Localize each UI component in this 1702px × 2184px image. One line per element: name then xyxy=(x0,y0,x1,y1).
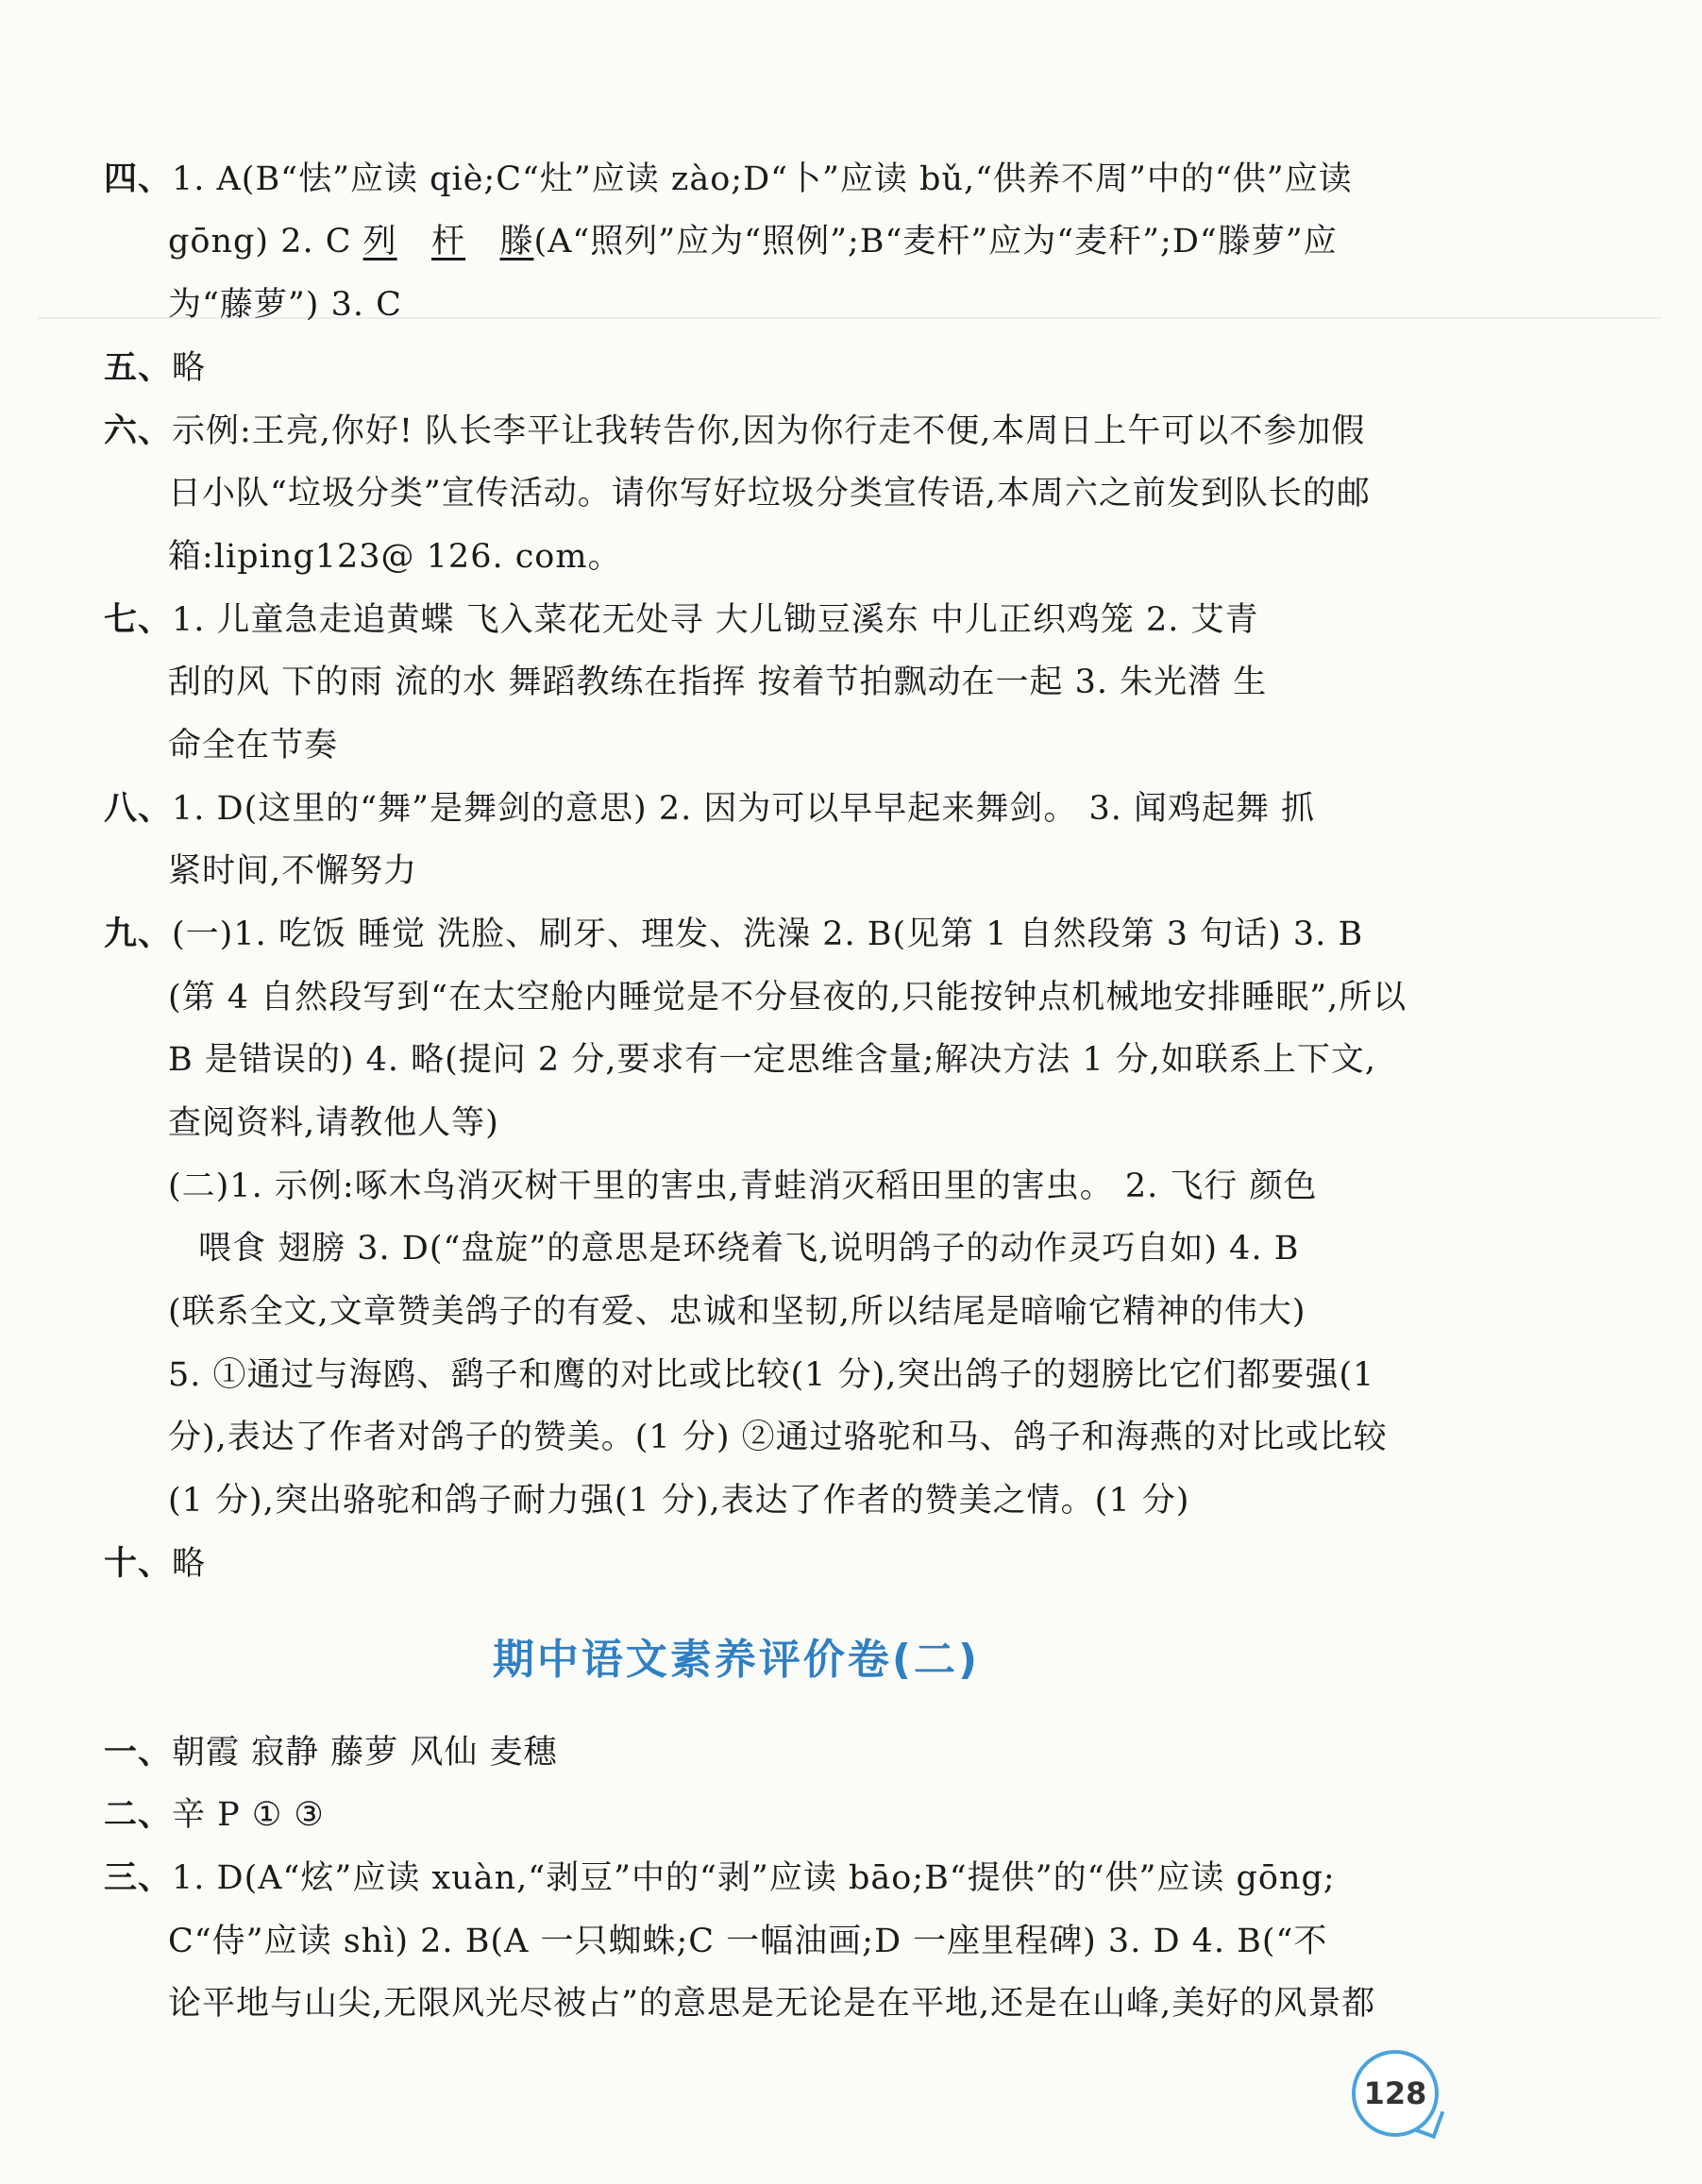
answer-line: 箱:liping123@ 126. com。 xyxy=(168,538,622,576)
answer-line: gōng) 2. C 列 杆 滕(A“照列”应为“照例”;B“麦杆”应为“麦秆”;D“滕萝”应 xyxy=(168,223,1338,260)
question-number: 三、 xyxy=(104,1858,173,1897)
answer-line: 六、示例:王亮,你好! 队长李平让我转告你,因为你行走不便,本周日上午可以不参加假 xyxy=(104,412,1366,450)
question-number: 一、 xyxy=(104,1733,173,1772)
question-number: 六、 xyxy=(104,412,173,450)
answer-line: 四、1. A(B“怯”应读 qiè;C“灶”应读 zào;D“卜”应读 bǔ,“供养不周”中的“供”应读 xyxy=(104,160,1353,198)
question-number: 五、 xyxy=(104,348,173,387)
answer-line: 喂食 翅膀 3. D(“盘旋”的意思是环绕着飞,说明鸽子的动作灵巧自如) 4. B xyxy=(198,1230,1300,1268)
answer-line: 七、1. 儿童急走追黄蝶 飞入菜花无处寻 大儿锄豆溪东 中儿正织鸡笼 2. 艾青 xyxy=(104,600,1259,639)
answer-line: 命全在节奏 xyxy=(168,727,339,764)
answer-line: B 是错误的) 4. 略(提问 2 分,要求有一定思维含量;解决方法 1 分,如联系上下文, xyxy=(168,1041,1377,1079)
underlined-word: 滕 xyxy=(499,223,534,260)
answer-line: (第 4 自然段写到“在太空舱内睡觉是不分昼夜的,只能按钟点机械地安排睡眠”,所以 xyxy=(168,979,1407,1016)
answer-line: 一、朝霞 寂静 藤萝 风仙 麦穗 xyxy=(104,1733,558,1772)
question-number: 十、 xyxy=(104,1544,173,1583)
answer-line: 刮的风 下的雨 流的水 舞蹈教练在指挥 按着节拍飘动在一起 3. 朱光潜 生 xyxy=(168,664,1268,701)
answer-line: 八、1. D(这里的“舞”是舞剑的意思) 2. 因为可以早早起来舞剑。 3. 闻鸡起舞 抓 xyxy=(104,789,1316,828)
answer-line: 分),表达了作者对鸽子的赞美。(1 分) ②通过骆驼和马、鸽子和海燕的对比或比较 xyxy=(168,1419,1388,1456)
answer-line: 日小队“垃圾分类”宣传活动。请你写好垃圾分类宣传语,本周六之前发到队长的邮 xyxy=(168,475,1371,512)
answer-line: 查阅资料,请教他人等) xyxy=(168,1104,499,1142)
answer-line: 五、略 xyxy=(104,348,207,387)
answer-line: (联系全文,文章赞美鸽子的有爱、忠诚和坚韧,所以结尾是暗喻它精神的伟大) xyxy=(168,1293,1306,1331)
answer-line: 二、辛 P ① ③ xyxy=(104,1795,325,1834)
answer-line: 九、(一)1. 吃饭 睡觉 洗脸、刷牙、理发、洗澡 2. B(见第 1 自然段第 3 句话) 3. B xyxy=(104,915,1364,953)
answer-line: 十、略 xyxy=(104,1544,207,1583)
underlined-word: 杆 xyxy=(431,223,466,260)
answer-line: (1 分),突出骆驼和鸽子耐力强(1 分),表达了作者的赞美之情。(1 分) xyxy=(168,1482,1190,1520)
page-number: 128 xyxy=(1352,2050,1439,2137)
question-number: 四、 xyxy=(104,160,173,198)
question-number: 七、 xyxy=(104,600,173,639)
question-number: 二、 xyxy=(104,1795,173,1834)
answer-line: 为“藤萝”) 3. C xyxy=(168,286,402,324)
answer-line: (二)1. 示例:啄木鸟消灭树干里的害虫,青蛙消灭稻田里的害虫。 2. 飞行 颜色 xyxy=(168,1168,1318,1205)
answer-line: 紧时间,不懈努力 xyxy=(168,852,418,890)
section-title: 期中语文素养评价卷(二) xyxy=(492,1636,981,1684)
question-number: 九、 xyxy=(104,915,173,953)
underlined-word: 列 xyxy=(362,223,397,260)
answer-line: 5. ①通过与海鸥、鹞子和鹰的对比或比较(1 分),突出鸽子的翅膀比它们都要强(1 xyxy=(168,1356,1375,1394)
answer-line: C“侍”应读 shì) 2. B(A 一只蜘蛛;C 一幅油画;D 一座里程碑) 3. D 4. B(“不 xyxy=(168,1923,1328,1960)
answer-line: 论平地与山尖,无限风光尽被占”的意思是无论是在平地,还是在山峰,美好的风景都 xyxy=(168,1985,1376,2023)
answer-line: 三、1. D(A“炫”应读 xuàn,“剥豆”中的“剥”应读 bāo;B“提供”的“供”应读 gōng; xyxy=(104,1858,1336,1897)
question-number: 八、 xyxy=(104,789,173,828)
